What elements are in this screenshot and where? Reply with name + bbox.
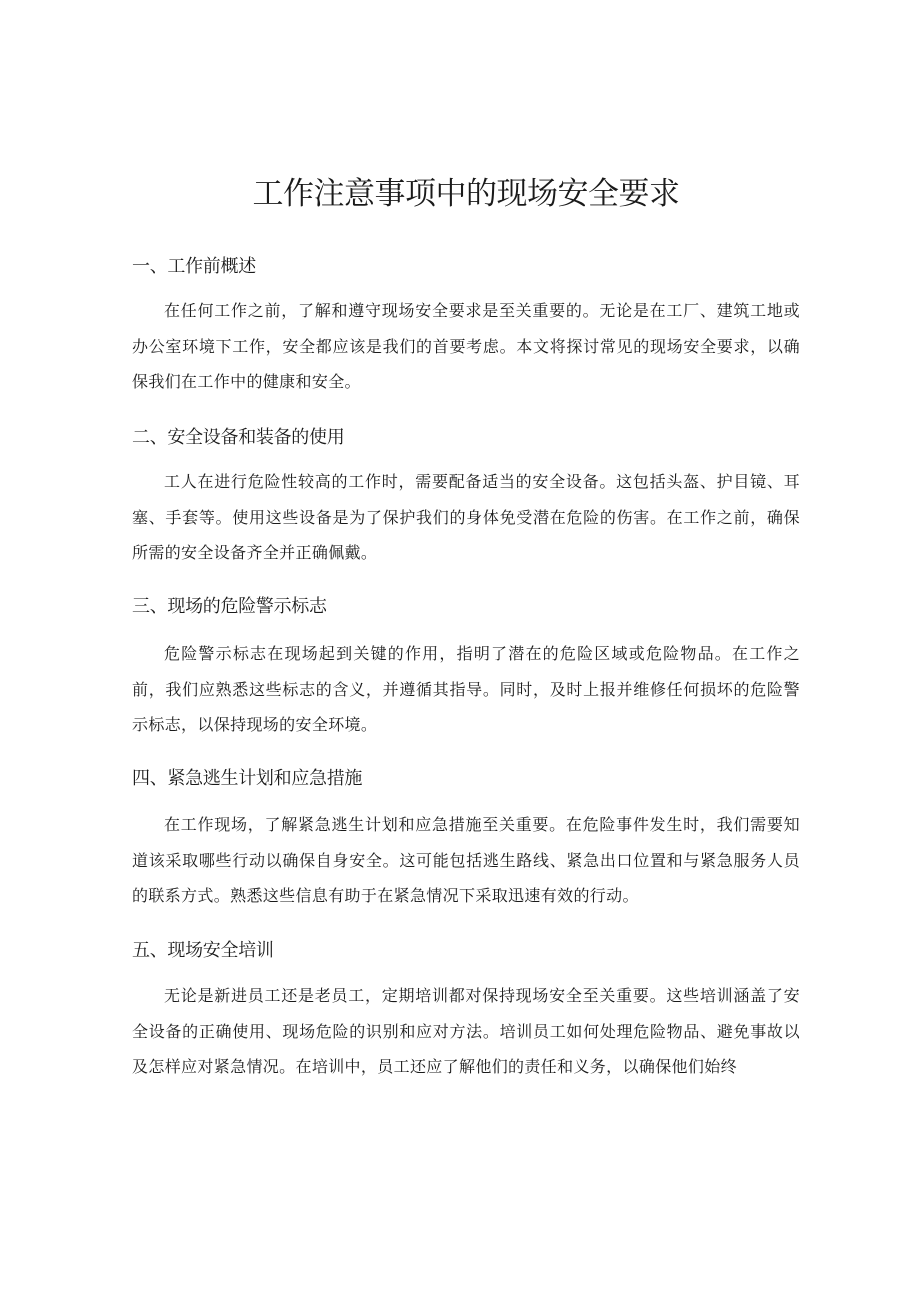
section-heading-overview: 一、工作前概述 — [132, 256, 256, 277]
document-title: 工作注意事项中的现场安全要求 — [252, 176, 680, 212]
section-heading-equipment: 二、安全设备和装备的使用 — [132, 427, 345, 448]
section-paragraph-emergency: 在工作现场，了解紧急逃生计划和应急措施至关重要。在危险事件发生时，我们需要知道该采取哪些行动以确保自身安全。这可能包括逃生路线、紧急出口位置和与紧急服务人员的联系方式。熟悉这些信息有助于在紧急情况下采取迅速有效的行动。 — [132, 815, 800, 905]
section-paragraph-equipment: 工人在进行危险性较高的工作时，需要配备适当的安全设备。这包括头盔、护目镜、耳塞、手套等。使用这些设备是为了保护我们的身体免受潜在危险的伤害。在工作之前，确保所需的安全设备齐全并正确佩戴。 — [132, 472, 800, 562]
section-paragraph-overview: 在任何工作之前，了解和遵守现场安全要求是至关重要的。无论是在工厂、建筑工地或办公室环境下工作，安全都应该是我们的首要考虑。本文将探讨常见的现场安全要求，以确保我们在工作中的健康和安全。 — [132, 301, 800, 391]
section-paragraph-training: 无论是新进员工还是老员工，定期培训都对保持现场安全至关重要。这些培训涵盖了安全设备的正确使用、现场危险的识别和应对方法。培训员工如何处理危险物品、避免事故以及怎样应对紧急情况。在培训中，员工还应了解他们的责任和义务，以确保他们始终 — [132, 986, 800, 1076]
section-heading-training: 五、现场安全培训 — [132, 940, 274, 961]
section-heading-warning-signs: 三、现场的危险警示标志 — [132, 596, 327, 617]
section-paragraph-warning-signs: 危险警示标志在现场起到关键的作用，指明了潜在的危险区域或危险物品。在工作之前，我们应熟悉这些标志的含义，并遵循其指导。同时，及时上报并维修任何损坏的危险警示标志，以保持现场的安全环境。 — [132, 644, 800, 734]
section-heading-emergency: 四、紧急逃生计划和应急措施 — [132, 768, 363, 789]
